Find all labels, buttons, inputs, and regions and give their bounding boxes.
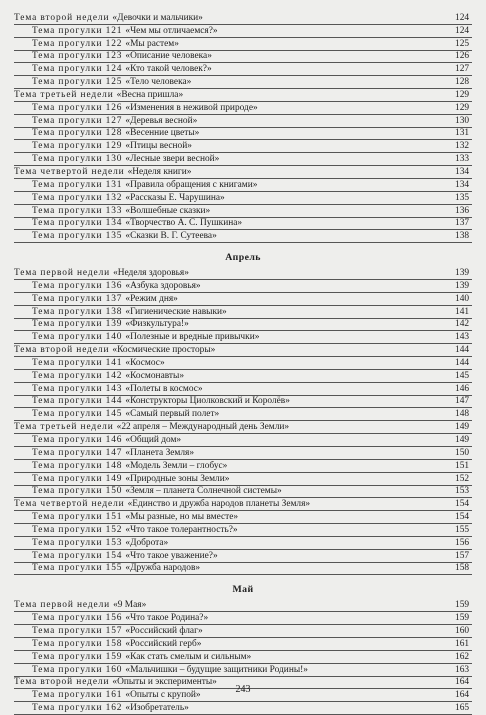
entry-page-number: 154 — [455, 499, 470, 510]
entry-label: Тема прогулки 133 — [32, 205, 123, 216]
entry-title: «Доброта» — [125, 537, 169, 548]
toc-week-entry — [14, 498, 472, 511]
entry-label: Тема прогулки 143 — [32, 383, 123, 394]
entry-title: «Мальчишки – будущие защитники Родины!» — [125, 664, 308, 675]
entry-label: Тема прогулки 161 — [32, 690, 123, 701]
entry-label: Тема прогулки 155 — [32, 563, 123, 574]
toc-walk-entry — [14, 524, 472, 537]
entry-title: «Дружба народов» — [125, 563, 201, 574]
toc-week-entry — [14, 12, 472, 25]
toc-walk-entry — [14, 702, 472, 715]
entry-label: Тема прогулки 124 — [32, 64, 123, 75]
entry-title: «Полезные и вредные привычки» — [125, 332, 260, 343]
entry-page-number: 124 — [455, 25, 470, 36]
entry-title: «Опыты и эксперименты» — [112, 677, 217, 688]
entry-label: Тема прогулки 132 — [32, 192, 123, 203]
entry-title: «Полеты в космос» — [125, 383, 203, 394]
toc-walk-entry — [14, 408, 472, 421]
entry-label: Тема четвертой недели — [14, 499, 125, 510]
entry-label: Тема прогулки 127 — [32, 115, 123, 126]
toc-walk-entry — [14, 447, 472, 460]
toc-walk-entry — [14, 38, 472, 51]
toc-walk-entry — [14, 63, 472, 76]
toc-walk-entry — [14, 563, 472, 576]
entry-label: Тема прогулки 141 — [32, 357, 123, 368]
toc-week-entry — [14, 166, 472, 179]
toc-walk-entry — [14, 102, 472, 115]
entry-label: Тема прогулки 145 — [32, 409, 123, 420]
entry-page-number: 156 — [455, 537, 470, 548]
toc-walk-entry — [14, 486, 472, 499]
entry-title: «Тело человека» — [125, 77, 192, 88]
entry-page-number: 144 — [455, 357, 470, 368]
entry-title: «Правила обращения с книгами» — [125, 179, 258, 190]
entry-title: «22 апреля – Международный день Земли» — [116, 422, 290, 433]
entry-page-number: 163 — [455, 664, 470, 675]
entry-title: «Как стать смелым и сильным» — [125, 651, 252, 662]
toc-walk-entry — [14, 76, 472, 89]
entry-page-number: 136 — [455, 205, 470, 216]
entry-label: Тема прогулки 135 — [32, 231, 123, 242]
entry-label: Тема прогулки 122 — [32, 38, 123, 49]
entry-page-number: 154 — [455, 512, 470, 523]
entry-label: Тема прогулки 160 — [32, 664, 123, 675]
toc-walk-entry — [14, 638, 472, 651]
entry-label: Тема прогулки 129 — [32, 141, 123, 152]
entry-label: Тема прогулки 121 — [32, 25, 123, 36]
toc-week-entry — [14, 599, 472, 612]
toc-walk-entry — [14, 128, 472, 141]
entry-title: «Лесные звери весной» — [125, 154, 220, 165]
entry-title: «Мы растем» — [125, 38, 179, 49]
toc-walk-entry — [14, 205, 472, 218]
entry-label: Тема прогулки 153 — [32, 537, 123, 548]
toc-walk-entry — [14, 625, 472, 638]
entry-page-number: 139 — [455, 280, 470, 291]
entry-label: Тема второй недели — [14, 677, 110, 688]
entry-page-number: 129 — [455, 89, 470, 100]
toc-walk-entry — [14, 153, 472, 166]
entry-page-number: 161 — [455, 638, 470, 649]
entry-title: «Модель Земли – глобус» — [125, 460, 228, 471]
entry-label: Тема прогулки 142 — [32, 370, 123, 381]
entry-label: Тема прогулки 139 — [32, 319, 123, 330]
toc-walk-entry — [14, 664, 472, 677]
entry-page-number: 138 — [455, 231, 470, 242]
toc-walk-entry — [14, 396, 472, 409]
entry-title: «Что такое толерантность?» — [125, 524, 238, 535]
entry-label: Тема прогулки 152 — [32, 524, 123, 535]
entry-page-number: 130 — [455, 115, 470, 126]
entry-label: Тема прогулки 162 — [32, 703, 123, 714]
toc-walk-entry — [14, 280, 472, 293]
entry-page-number: 153 — [455, 486, 470, 497]
entry-label: Тема прогулки 125 — [32, 77, 123, 88]
entry-page-number: 142 — [455, 319, 470, 330]
entry-label: Тема прогулки 134 — [32, 218, 123, 229]
month-heading: Апрель — [225, 252, 261, 264]
entry-page-number: 149 — [455, 422, 470, 433]
entry-page-number: 134 — [455, 179, 470, 190]
entry-page-number: 164 — [455, 690, 470, 701]
toc-walk-entry — [14, 140, 472, 153]
entry-title: «Кто такой человек?» — [125, 64, 212, 75]
entry-title: «Опыты с крупой» — [125, 690, 201, 701]
toc-walk-entry — [14, 25, 472, 38]
entry-title: «Рассказы Е. Чарушина» — [125, 192, 225, 203]
entry-page-number: 126 — [455, 51, 470, 62]
entry-title: «Российский флаг» — [125, 625, 203, 636]
entry-title: «Планета Земля» — [125, 447, 195, 458]
entry-page-number: 141 — [455, 306, 470, 317]
table-of-contents — [14, 12, 472, 715]
entry-label: Тема прогулки 159 — [32, 651, 123, 662]
toc-walk-entry — [14, 651, 472, 664]
entry-title: «Описание человека» — [125, 51, 212, 62]
entry-label: Тема первой недели — [14, 268, 111, 279]
entry-page-number: 124 — [455, 12, 470, 23]
entry-page-number: 132 — [455, 141, 470, 152]
entry-label: Тема прогулки 154 — [32, 550, 123, 561]
toc-week-entry — [14, 421, 472, 434]
entry-page-number: 137 — [455, 218, 470, 229]
entry-title: «Весенние цветы» — [125, 128, 200, 139]
entry-label: Тема прогулки 138 — [32, 306, 123, 317]
toc-walk-entry — [14, 460, 472, 473]
entry-label: Тема прогулки 140 — [32, 332, 123, 343]
entry-title: «Мы разные, но мы вместе» — [125, 512, 239, 523]
entry-label: Тема прогулки 137 — [32, 293, 123, 304]
entry-title: «Что такое уважение?» — [125, 550, 218, 561]
entry-page-number: 128 — [455, 77, 470, 88]
entry-title: «Космос» — [125, 357, 165, 368]
toc-walk-entry — [14, 293, 472, 306]
toc-walk-entry — [14, 370, 472, 383]
entry-page-number: 152 — [455, 473, 470, 484]
entry-page-number: 157 — [455, 550, 470, 561]
entry-label: Тема прогулки 150 — [32, 486, 123, 497]
toc-walk-entry — [14, 612, 472, 625]
entry-label: Тема прогулки 156 — [32, 613, 123, 624]
entry-page-number: 131 — [455, 128, 470, 139]
entry-title: «Земля – планета Солнечной системы» — [125, 486, 282, 497]
entry-page-number: 162 — [455, 651, 470, 662]
entry-label: Тема второй недели — [14, 12, 110, 23]
entry-page-number: 159 — [455, 613, 470, 624]
entry-page-number: 159 — [455, 600, 470, 611]
entry-label: Тема первой недели — [14, 600, 111, 611]
entry-label: Тема четвертой недели — [14, 166, 125, 177]
entry-title: «Волшебные сказки» — [125, 205, 211, 216]
entry-title: «Творчество А. С. Пушкина» — [125, 218, 243, 229]
toc-walk-entry — [14, 319, 472, 332]
entry-page-number: 165 — [455, 703, 470, 714]
entry-title: «Неделя здоровья» — [113, 268, 189, 279]
page-number: 243 — [235, 684, 251, 695]
toc-walk-entry — [14, 550, 472, 563]
toc-week-entry — [14, 267, 472, 280]
entry-title: «Девочки и мальчики» — [112, 12, 203, 23]
entry-label: Тема прогулки 157 — [32, 625, 123, 636]
entry-label: Тема прогулки 146 — [32, 435, 123, 445]
entry-label: Тема прогулки 131 — [32, 179, 123, 190]
entry-page-number: 146 — [455, 383, 470, 394]
entry-page-number: 164 — [455, 677, 470, 688]
entry-page-number: 129 — [455, 102, 470, 113]
entry-label: Тема третьей недели — [14, 89, 114, 100]
entry-title: «9 Мая» — [113, 600, 147, 611]
toc-walk-entry — [14, 383, 472, 396]
toc-walk-entry — [14, 218, 472, 231]
entry-title: «Сказки В. Г. Сутеева» — [125, 231, 217, 242]
toc-walk-entry — [14, 357, 472, 370]
entry-page-number: 140 — [455, 293, 470, 304]
entry-title: «Весна пришла» — [116, 89, 184, 100]
entry-label: Тема второй недели — [14, 345, 110, 356]
toc-walk-entry — [14, 179, 472, 192]
entry-title: «Космонавты» — [125, 370, 185, 381]
entry-page-number: 125 — [455, 38, 470, 49]
entry-label: Тема прогулки 130 — [32, 154, 123, 165]
entry-page-number: 135 — [455, 192, 470, 203]
entry-page-number: 160 — [455, 625, 470, 636]
entry-page-number: 145 — [455, 370, 470, 381]
entry-title: «Изменения в неживой природе» — [125, 102, 258, 113]
toc-walk-entry — [14, 537, 472, 550]
entry-page-number: 127 — [455, 64, 470, 75]
entry-label: Тема прогулки 147 — [32, 447, 123, 458]
toc-walk-entry — [14, 51, 472, 64]
entry-label: Тема прогулки 128 — [32, 128, 123, 139]
entry-title: «Конструкторы Циолковский и Королёв» — [125, 396, 290, 407]
entry-label: Тема прогулки 126 — [32, 102, 123, 113]
entry-title: «Гигиенические навыки» — [125, 306, 227, 317]
entry-page-number: 143 — [455, 332, 470, 343]
entry-page-number: 147 — [455, 396, 470, 407]
entry-title: «Азбука здоровья» — [125, 280, 201, 291]
entry-label: Тема третьей недели — [14, 422, 114, 433]
entry-label: Тема прогулки 151 — [32, 512, 123, 523]
entry-page-number: 150 — [455, 447, 470, 458]
entry-title: «Изобретатель» — [125, 703, 189, 714]
toc-walk-entry — [14, 434, 472, 447]
entry-title: «Самый первый полет» — [125, 409, 220, 420]
entry-title: «Режим дня» — [125, 293, 178, 304]
entry-title: «Чем мы отличаемся?» — [125, 25, 218, 36]
entry-label: Тема прогулки 136 — [32, 280, 123, 291]
month-heading: Май — [232, 584, 254, 596]
entry-page-number: 158 — [455, 563, 470, 574]
entry-title: «Деревья весной» — [125, 115, 198, 126]
entry-page-number: 155 — [455, 524, 470, 535]
entry-title: «Общий дом» — [125, 435, 182, 445]
toc-walk-entry — [14, 473, 472, 486]
toc-walk-entry — [14, 331, 472, 344]
toc-walk-entry — [14, 192, 472, 205]
entry-label: Тема прогулки 148 — [32, 460, 123, 471]
entry-title: «Российский герб» — [125, 638, 202, 649]
entry-title: «Природные зоны Земли» — [125, 473, 230, 484]
entry-label: Тема прогулки 149 — [32, 473, 123, 484]
entry-title: «Что такое Родина?» — [125, 613, 209, 624]
entry-label: Тема прогулки 144 — [32, 396, 123, 407]
entry-title: «Космические просторы» — [112, 345, 216, 356]
entry-label: Тема прогулки 123 — [32, 51, 123, 62]
entry-page-number: 149 — [455, 435, 470, 445]
entry-title: «Птицы весной» — [125, 141, 192, 152]
entry-page-number: 148 — [455, 409, 470, 420]
entry-title: «Единство и дружба народов планеты Земля» — [127, 499, 311, 510]
entry-title: «Неделя книги» — [127, 166, 192, 177]
entry-page-number: 134 — [455, 166, 470, 177]
entry-page-number: 151 — [455, 460, 470, 471]
entry-page-number: 139 — [455, 268, 470, 279]
entry-page-number: 144 — [455, 345, 470, 356]
toc-walk-entry — [14, 306, 472, 319]
toc-walk-entry — [14, 511, 472, 524]
toc-walk-entry — [14, 115, 472, 128]
entry-title: «Физкультура!» — [125, 319, 189, 330]
entry-label: Тема прогулки 158 — [32, 638, 123, 649]
toc-walk-entry — [14, 230, 472, 243]
toc-week-entry — [14, 344, 472, 357]
toc-week-entry — [14, 89, 472, 102]
entry-page-number: 133 — [455, 154, 470, 165]
